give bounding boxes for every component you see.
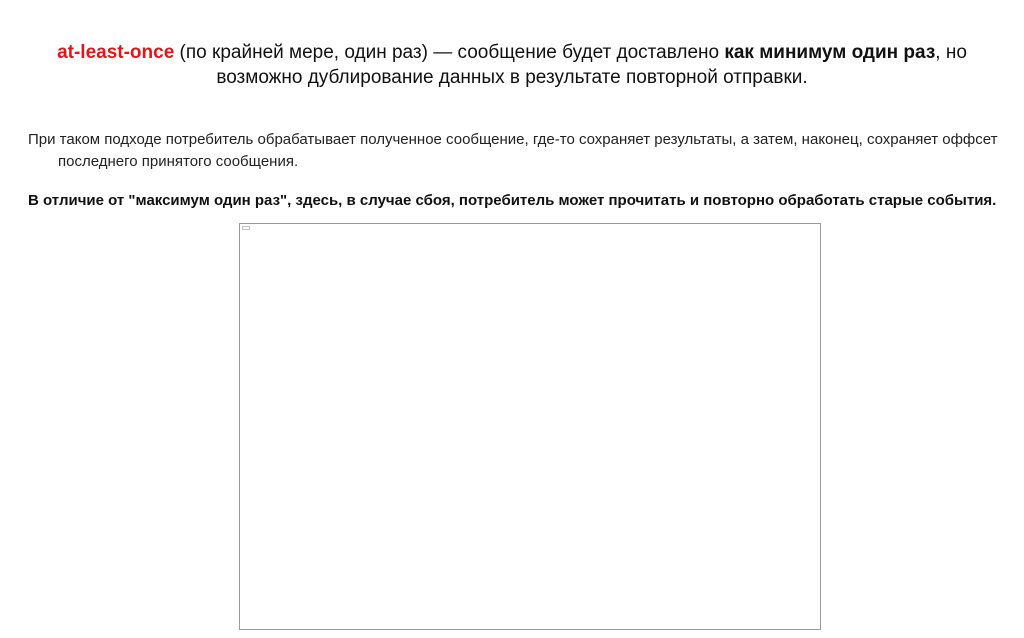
title-term: at-least-once — [57, 42, 175, 63]
paragraph-failure-reprocessing: В отличие от "максимум один раз", здесь, в случае сбоя, потребитель может прочитать и повторно обработать старые события. — [28, 192, 997, 209]
broken-image-icon — [242, 226, 250, 230]
title-emphasis: как минимум один раз — [724, 42, 936, 63]
paragraph-offset-commit: При таком подходе потребитель обрабатывает полученное сообщение, где-то сохраняет результаты, а затем, наконец, сохраняет оффсет последнего принятого сообщения. — [28, 131, 998, 170]
title-text-part2: , но возможно дублирование данных в результате повторной отправки. — [216, 42, 967, 88]
slide-title — [20, 40, 1004, 90]
image-placeholder — [239, 223, 821, 630]
title-text-part1: (по крайней мере, один раз) — сообщение будет доставлено — [174, 42, 725, 63]
